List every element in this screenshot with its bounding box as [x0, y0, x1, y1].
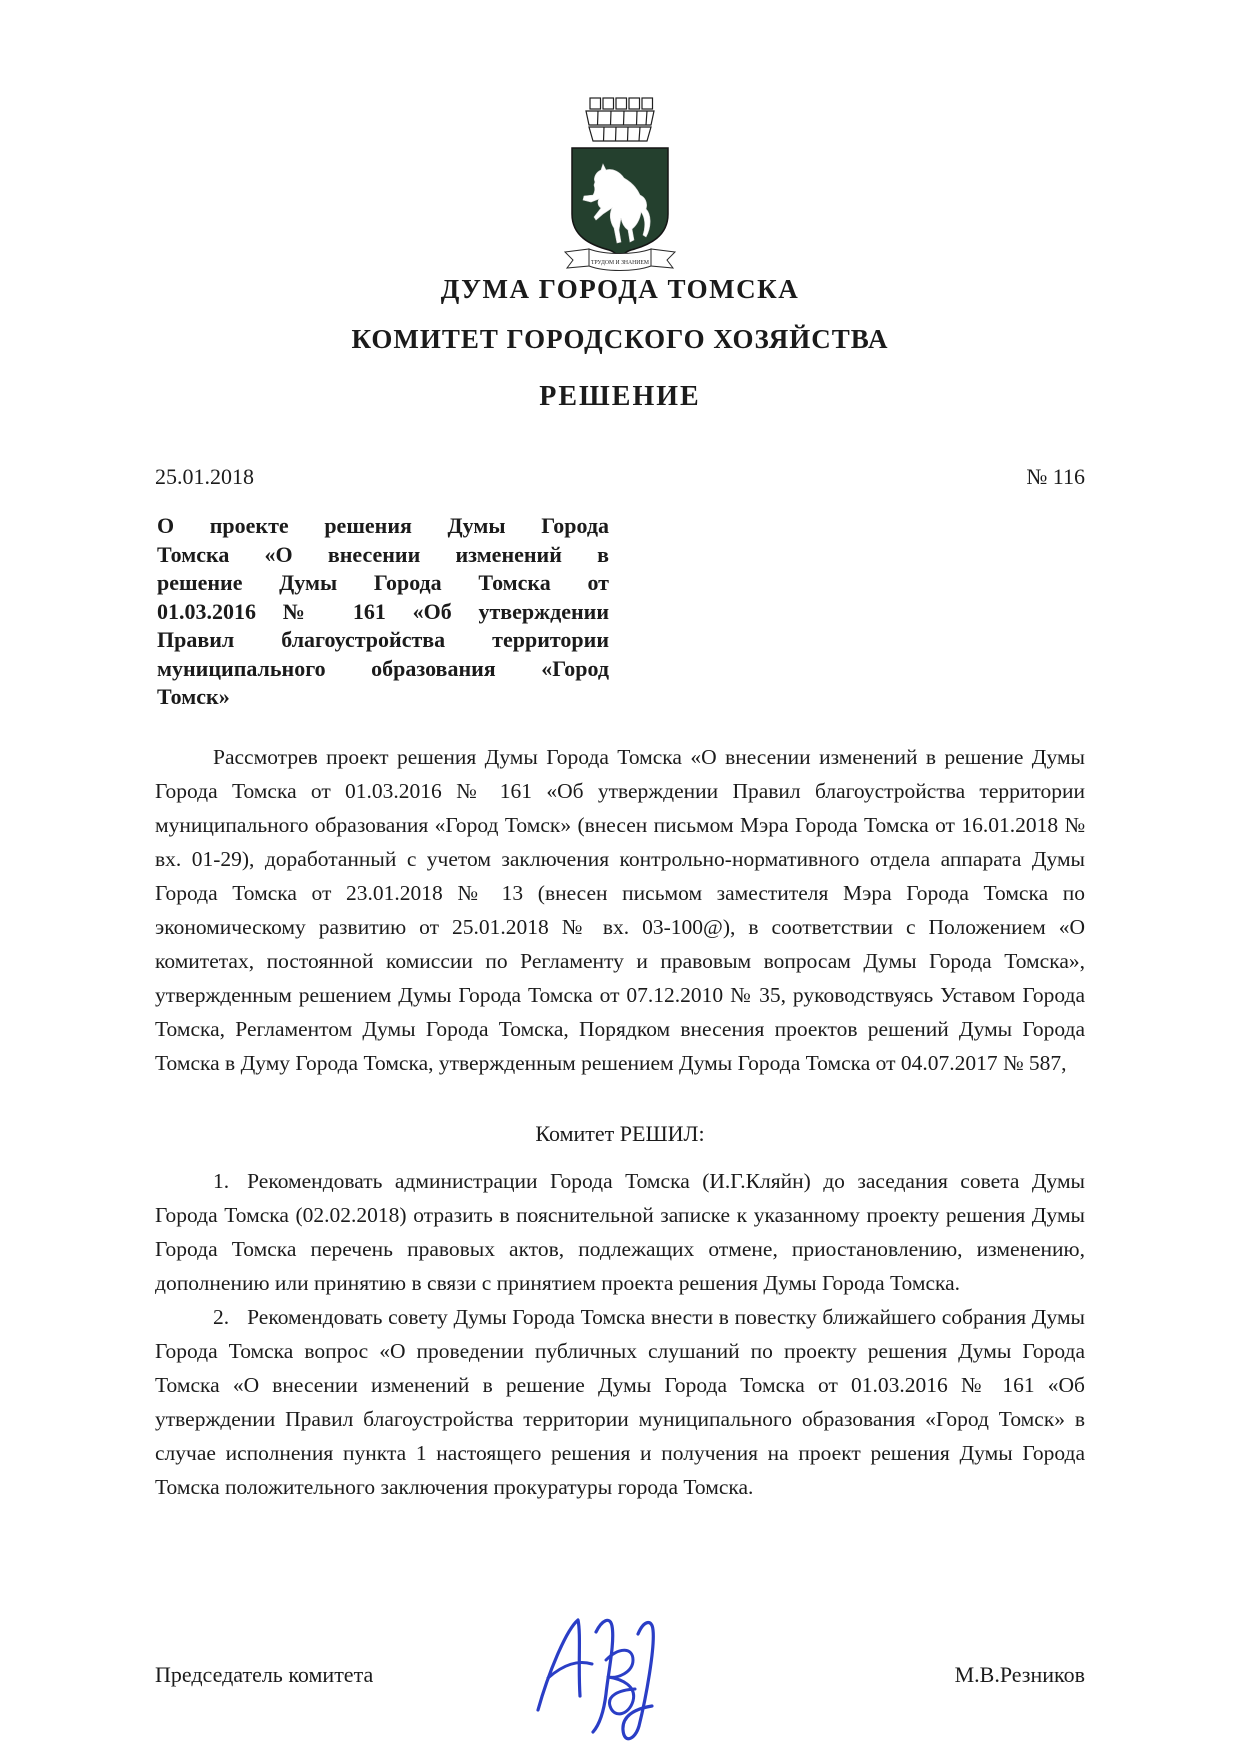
subject-line: О проекте решения Думы Города: [157, 513, 609, 538]
subject-line: Томск»: [157, 684, 230, 709]
item-number: 1.: [213, 1169, 230, 1193]
signature-autograph: [520, 1598, 700, 1753]
preamble-paragraph: Рассмотрев проект решения Думы Города Томска «О внесении изменений в решение Думы Города Томска от 01.03.2016 № 161 «Об утверждении Правил благоустройства территории муниципального образования «Город Томск» (внесен письмом Мэра Города Томска от 16.01.2018 № вх. 01-29), доработанный с учетом заключения контрольно-нормативного отдела аппарата Думы Города Томска от 23.01.2018 № 13 (внесен письмом заместителя Мэра Города Томска по экономическому развитию от 25.01.2018 № вх. 03-100@), в соответствии с Положением «О комитетах, постоянной комиссии по Регламенту и правовым вопросам Думы Города Томска», утвержденным решением Думы Города Томска от 07.12.2010 № 35, руководствуясь Уставом Города Томска, Регламентом Думы Города Томска, Порядком внесения проектов решений Думы Города Томска в Думу Города Томска, утвержденным решением Думы Города Томска от 04.07.2017 № 587,: [155, 745, 1085, 1075]
tomsk-coat-of-arms: [535, 96, 705, 272]
item-number: 2.: [213, 1305, 230, 1329]
organization-title: ДУМА ГОРОДА ТОМСКА: [440, 274, 800, 304]
subject-block: [157, 512, 609, 712]
document-date: 25.01.2018: [155, 464, 254, 489]
motto-text: ТРУДОМ И ЗНАНИЕМ: [591, 260, 650, 266]
document-type-title: РЕШЕНИЕ: [539, 381, 701, 412]
mural-crown-icon: [586, 98, 654, 141]
resolution-item-1: [155, 1164, 1085, 1300]
document-number: № 116: [1026, 464, 1085, 489]
resolution-items: [155, 1164, 1085, 1504]
subject-line: 01.03.2016 № 161 «Об утверждении: [157, 598, 609, 624]
subject-line: муниципального образования «Город: [157, 655, 609, 681]
signatory-position: Председатель комитета: [155, 1662, 374, 1687]
resolution-heading: Комитет РЕШИЛ:: [535, 1121, 705, 1146]
subject-line: Правил благоустройства территории: [157, 627, 609, 652]
subject-line: Томска «О внесении изменений в: [157, 541, 609, 567]
resolution-item-2: [155, 1300, 1085, 1504]
item-text: Рекомендовать администрации Города Томска (И.Г.Кляйн) до заседания совета Думы Города Томска (02.02.2018) отразить в пояснительной записке к указанному проекту решения Думы Города Томска перечень правовых актов, подлежащих отмене, приостановлению, изменению, дополнению или принятию в связи с принятием проекта решения Думы Города Томска.: [155, 1169, 1085, 1295]
committee-title: КОМИТЕТ ГОРОДСКОГО ХОЗЯЙСТВА: [351, 324, 889, 354]
item-text: Рекомендовать совету Думы Города Томска внести в повестку ближайшего собрания Думы Города Томска вопрос «О проведении публичных слушаний по проекту решения Думы Города Томска «О внесении изменений в решение Думы Города Томска от 01.03.2016 № 161 «Об утверждении Правил благоустройства территории муниципального образования «Город Томск» в случае исполнения пункта 1 настоящего решения и получения на проект решения Думы Города Томска положительного заключения прокуратуры города Томска.: [155, 1305, 1085, 1499]
signatory-name: М.В.Резников: [954, 1662, 1085, 1687]
subject-line: решение Думы Города Томска от: [157, 570, 609, 595]
meta-row: [155, 464, 1085, 490]
